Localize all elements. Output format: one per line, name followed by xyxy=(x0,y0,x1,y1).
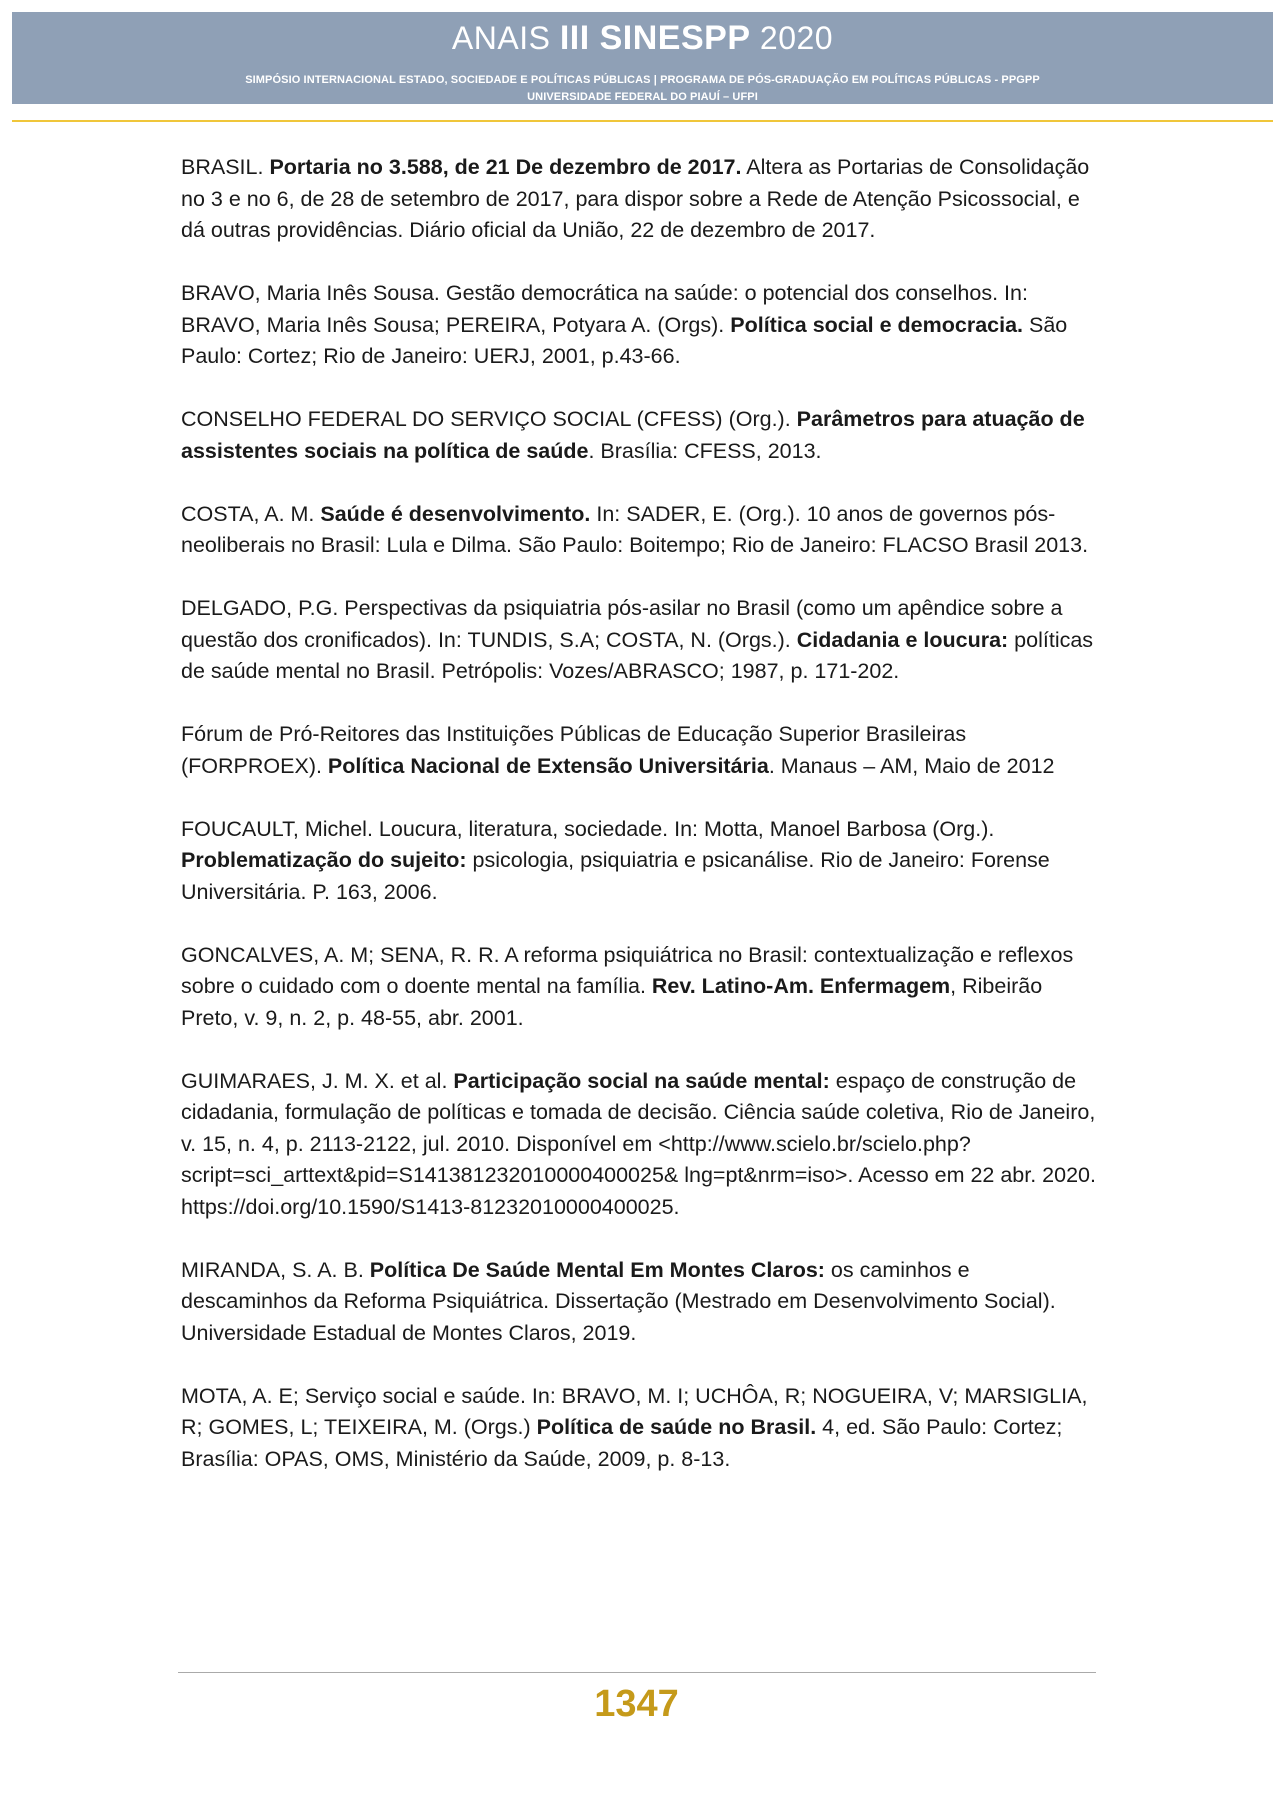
page-number: 1347 xyxy=(594,1683,679,1725)
reference-title: Política De Saúde Mental Em Montes Claros: xyxy=(369,1257,825,1282)
reference-text: Altera as Portarias de Consolidação no 3 e no 6, de 28 de setembro de 2017, para dispor sobre a Rede de Atenção Psicossocial, e dá outras providências. Diário oficial da União, 22 de dezembro de 2017. xyxy=(181,155,1090,242)
reference-title: Participação social na saúde mental: xyxy=(453,1068,830,1093)
header-divider xyxy=(12,120,1273,122)
reference-entry xyxy=(181,499,1096,562)
reference-entry xyxy=(181,1381,1096,1476)
reference-title: Saúde é desenvolvimento. xyxy=(320,501,591,526)
reference-title: Cidadania e loucura: xyxy=(796,627,1009,652)
reference-entry xyxy=(181,940,1096,1035)
reference-text: FOUCAULT, Michel. Loucura, literatura, sociedade. In: Motta, Manoel Barbosa (Org.). xyxy=(181,816,995,841)
reference-text: . Brasília: CFESS, 2013. xyxy=(588,438,822,463)
reference-text: 4, ed. São Paulo: Cortez; Brasília: OPAS, OMS, Ministério da Saúde, 2009, p. 8-13. xyxy=(181,1415,1063,1471)
reference-text: . Manaus – AM, Maio de 2012 xyxy=(768,753,1055,778)
reference-entry xyxy=(181,1255,1096,1350)
reference-title: Rev. Latino-Am. Enfermagem xyxy=(651,974,951,998)
reference-entry xyxy=(181,593,1096,688)
reference-text: MIRANDA, S. A. B. xyxy=(181,1257,370,1282)
reference-entry xyxy=(181,152,1096,247)
reference-text: Fórum de Pró-Reitores das Instituições Públicas de Educação Superior Brasileiras (FORPROEX). xyxy=(181,722,967,778)
reference-text: GONCALVES, A. M; SENA, R. R. A reforma psiquiátrica no Brasil: contextualização e reflexos sobre o cuidado com o doente mental na família. xyxy=(181,942,1074,998)
reference-text: psicologia, psiquiatria e psicanálise. Rio de Janeiro: Forense Universitária. P. 163, 2006. xyxy=(181,848,1050,904)
reference-title: Política de saúde no Brasil. xyxy=(536,1415,817,1439)
reference-title: Portaria no 3.588, de 21 De dezembro de 2017. xyxy=(269,155,742,179)
footer-divider xyxy=(178,1672,1096,1673)
reference-text: COSTA, A. M. xyxy=(181,501,321,526)
reference-text: In: SADER, E. (Org.). 10 anos de governos pós-neoliberais no Brasil: Lula e Dilma. São Paulo: Boitempo; Rio de Janeiro: FLACSO Brasil 2013. xyxy=(181,501,1089,557)
header-title-suffix: 2020 xyxy=(750,20,834,56)
header-subtitle-line2: UNIVERSIDADE FEDERAL DO PIAUÍ – UFPI xyxy=(527,91,758,103)
reference-text: políticas de saúde mental no Brasil. Petrópolis: Vozes/ABRASCO; 1987, p. 171-202. xyxy=(181,627,1094,683)
reference-text: DELGADO, P.G. Perspectivas da psiquiatria pós-asilar no Brasil (como um apêndice sobre a questão dos cronificados). In: TUNDIS, S.A; COSTA, N. (Orgs.). xyxy=(181,596,1063,652)
page-header xyxy=(12,12,1273,104)
header-title-strong: III SINESPP xyxy=(559,19,751,57)
reference-entry xyxy=(181,719,1096,782)
reference-text: , Ribeirão Preto, v. 9, n. 2, p. 48-55, abr. 2001. xyxy=(181,974,1043,1030)
reference-text: MOTA, A. E; Serviço social e saúde. In: BRAVO, M. I; UCHÔA, R; NOGUEIRA, V; MARSIGLIA, R; GOMES, L; TEIXEIRA, M. (Orgs.) xyxy=(181,1383,1088,1439)
reference-list xyxy=(181,152,1096,1507)
reference-text: BRASIL. xyxy=(181,155,270,179)
reference-entry xyxy=(181,814,1096,909)
reference-title: Problematização do sujeito: xyxy=(181,848,467,872)
reference-entry xyxy=(181,1066,1096,1224)
reference-text: BRAVO, Maria Inês Sousa. Gestão democrática na saúde: o potencial dos conselhos. In: BRAVO, Maria Inês Sousa; PEREIRA, Potyara A. (Orgs). xyxy=(181,281,1028,337)
reference-text: CONSELHO FEDERAL DO SERVIÇO SOCIAL (CFESS) (Org.). xyxy=(181,407,797,431)
reference-title: Política social e democracia. xyxy=(730,312,1024,337)
reference-text: os caminhos e descaminhos da Reforma Psiquiátrica. Dissertação (Mestrado em Desenvolvimento Social). Universidade Estadual de Montes Claros, 2019. xyxy=(181,1257,1056,1345)
reference-title: Política Nacional de Extensão Universitária xyxy=(327,753,769,778)
reference-title: Parâmetros para atuação de assistentes sociais na política de saúde xyxy=(181,407,1085,463)
reference-text: GUIMARAES, J. M. X. et al. xyxy=(181,1068,454,1093)
reference-text: espaço de construção de cidadania, formulação de políticas e tomada de decisão. Ciência saúde coletiva, Rio de Janeiro, v. 15, n. 4, p. 2113-2122, jul. 2010. Disponível em <http://www.scielo.br/scielo.php?script=sci_arttext&pid=S141381232010000400025& lng=pt&nrm=iso>. Acesso em 22 abr. 2020. https://doi.org/10.1590/S1413-81232010000400025. xyxy=(181,1068,1096,1219)
reference-entry xyxy=(181,404,1096,467)
header-subtitle-line1: SIMPÓSIO INTERNACIONAL ESTADO, SOCIEDADE E POLÍTICAS PÚBLICAS | PROGRAMA DE PÓS-GRADUAÇÃO EM POLÍTICAS PÚBLICAS - PPGPP xyxy=(245,74,1040,86)
header-title xyxy=(12,18,1273,58)
header-title-prefix: ANAIS xyxy=(451,20,560,56)
reference-entry xyxy=(181,278,1096,373)
reference-text: São Paulo: Cortez; Rio de Janeiro: UERJ, 2001, p.43-66. xyxy=(181,312,1068,368)
